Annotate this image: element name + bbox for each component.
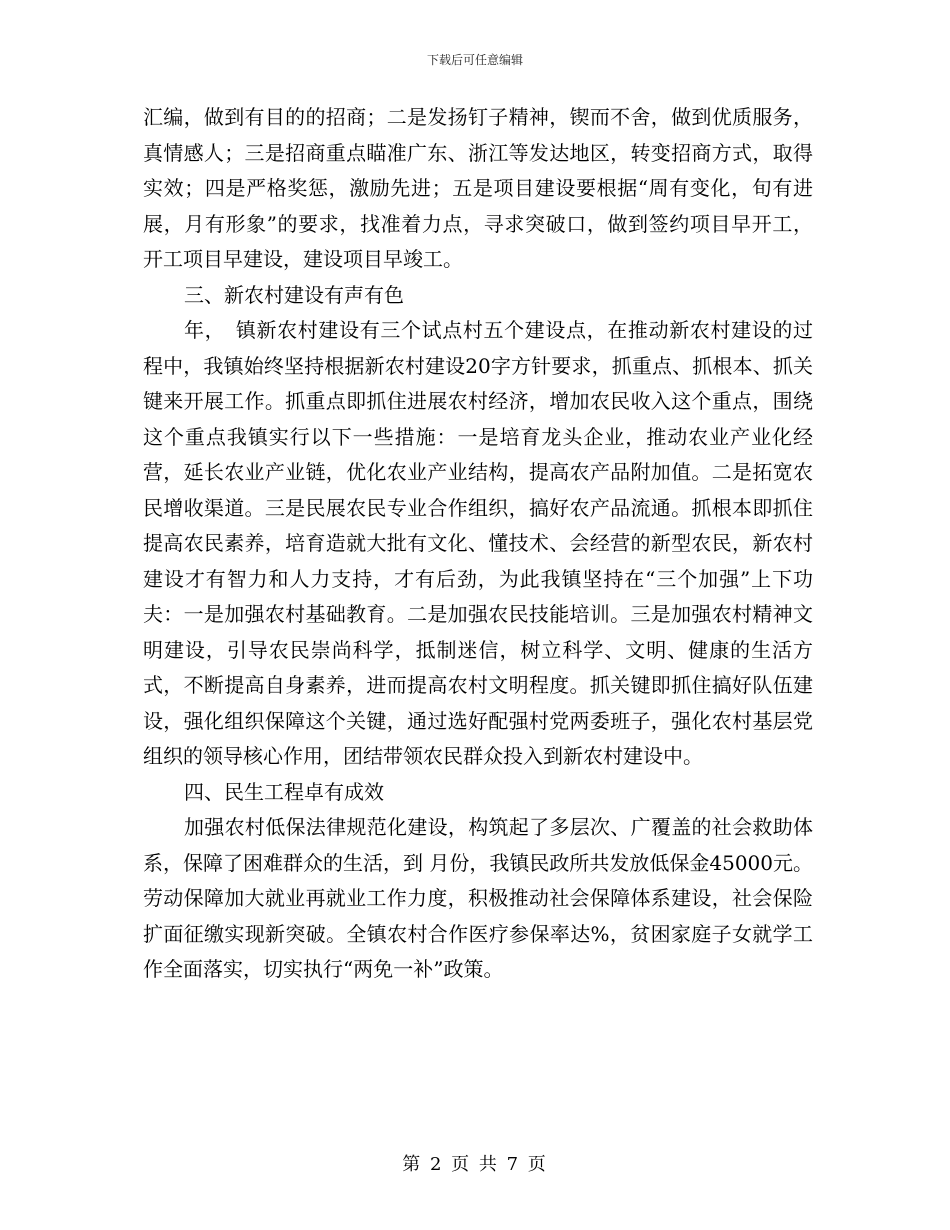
section-heading-new-countryside: 三、新农村建设有声有色 bbox=[184, 282, 404, 307]
page-number-footer: 第 2 页 共 7 页 bbox=[402, 1154, 548, 1175]
paragraph-livelihood: 加强农村低保法律规范化建设，构筑起了多层次、广覆盖的社会救助体系，保障了困难群众的生活，到 月份，我镇民政所共发放低保金45000元。劳动保障加大就业再就业工作力度，积极推动社会保障体系建设，社会保险扩面征缴实现新突破。全镇农村合作医疗参保率达%，贫困家庭子女就学工作全面落实，切实执行“两免一补”政策。 bbox=[143, 815, 813, 981]
page-header: 下载后可任意编辑 bbox=[426, 53, 523, 67]
section-heading-livelihood: 四、民生工程卓有成效 bbox=[184, 779, 384, 804]
paragraph-new-countryside: 年， 镇新农村建设有三个试点村五个建设点，在推动新农村建设的过程中，我镇始终坚持根据新农村建设20字方针要求，抓重点、抓根本、抓关键来开展工作。抓重点即抓住进展农村经济，增加农民收入这个重点，围绕这个重点我镇实行以下一些措施：一是培育龙头企业，推动农业产业化经营，延长农业产业链，优化农业产业结构，提高农产品附加值。二是拓宽农民增收渠道。三是民展农民专业合作组织，搞好农产品流通。抓根本即抓住提高农民素养，培育造就大批有文化、懂技术、会经营的新型农民，新农村建设才有智力和人力支持，才有后劲，为此我镇坚持在“三个加强”上下功夫：一是加强农村基础教育。二是加强农民技能培训。三是加强农村精神文明建设，引导农民崇尚科学，抵制迷信，树立科学、文明、健康的生活方式，不断提高自身素养，进而提高农村文明程度。抓关键即抓住搞好队伍建设，强化组织保障这个关键，通过选好配强村党两委班子，强化农村基层党组织的领导核心作用，团结带领农民群众投入到新农村建设中。 bbox=[143, 318, 813, 768]
document-body bbox=[143, 100, 813, 988]
paragraph-investment: 汇编，做到有目的的招商；二是发扬钉子精神，锲而不舍，做到优质服务，真情感人；三是招商重点瞄准广东、浙江等发达地区，转变招商方式，取得实效；四是严格奖惩，激励先进；五是项目建设要根据“周有变化，旬有进展，月有形象”的要求，找准着力点，寻求突破口，做到签约项目早开工，开工项目早建设，建设项目早竣工。 bbox=[143, 105, 813, 271]
